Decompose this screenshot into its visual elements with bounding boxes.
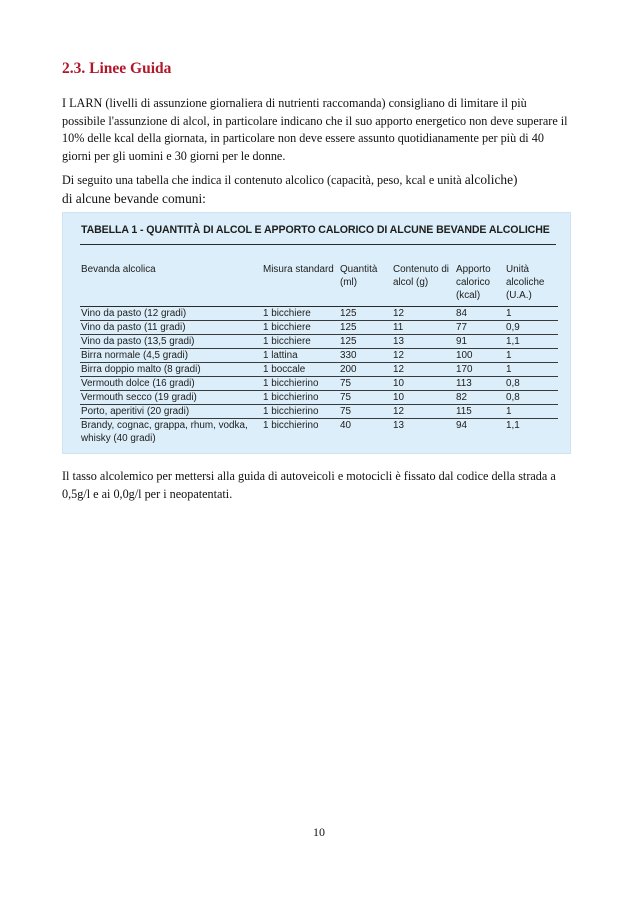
alcohol-table-figure xyxy=(62,212,571,454)
section-heading: 2.3. Linee Guida xyxy=(62,60,172,77)
cell-units: 0,8 xyxy=(506,378,520,389)
cell-calories: 170 xyxy=(456,364,473,375)
table-row xyxy=(80,377,558,391)
cell-calories: 82 xyxy=(456,392,467,403)
cell-alcohol: 11 xyxy=(393,322,404,333)
cell-quantity: 75 xyxy=(340,392,351,403)
cell-measure: 1 bicchiere xyxy=(263,322,311,333)
table-intro-paragraph xyxy=(62,171,572,208)
table-title-rule xyxy=(80,244,556,245)
cell-calories: 84 xyxy=(456,308,467,319)
alcohol-table xyxy=(80,261,558,445)
table-intro-text-b: alcoliche) xyxy=(464,172,518,187)
cell-quantity: 75 xyxy=(340,406,351,417)
cell-units: 1 xyxy=(506,364,512,375)
cell-measure: 1 bicchierino xyxy=(263,392,319,403)
table-row xyxy=(80,391,558,405)
header-calories: Apporto calorico (kcal) xyxy=(456,264,491,301)
cell-alcohol: 12 xyxy=(393,406,404,417)
closing-paragraph: Il tasso alcolemico per mettersi alla guida di autoveicoli e motocicli è fissato dal codice della strada a 0,5g/l e ai 0,0g/l per i neopatentati. xyxy=(62,469,556,501)
cell-measure: 1 boccale xyxy=(263,364,306,375)
header-drink: Bevanda alcolica xyxy=(81,264,156,275)
table-title: TABELLA 1 - QUANTITÀ DI ALCOL E APPORTO CALORICO DI ALCUNE BEVANDE ALCOLICHE xyxy=(81,224,550,236)
cell-alcohol: 10 xyxy=(393,378,404,389)
cell-alcohol: 13 xyxy=(393,336,404,347)
header-units: Unità alcoliche (U.A.) xyxy=(506,264,545,301)
cell-quantity: 330 xyxy=(340,350,357,361)
table-row xyxy=(80,405,558,419)
cell-quantity: 75 xyxy=(340,378,351,389)
cell-drink: Vino da pasto (13,5 gradi) xyxy=(81,336,195,347)
cell-drink: Birra doppio malto (8 gradi) xyxy=(81,364,201,375)
cell-quantity: 40 xyxy=(340,420,351,431)
table-intro-text-c: di alcune bevande comuni: xyxy=(62,190,206,206)
table-header-row xyxy=(80,261,558,307)
cell-alcohol: 10 xyxy=(393,392,404,403)
header-alcohol: Contenuto di alcol (g) xyxy=(393,264,450,288)
cell-calories: 100 xyxy=(456,350,473,361)
cell-calories: 91 xyxy=(456,336,467,347)
cell-drink: Vermouth dolce (16 gradi) xyxy=(81,378,195,389)
intro-paragraph: I LARN (livelli di assunzione giornaliera di nutrienti raccomanda) consigliano di limitare il più possibile l'assunzione di alcol, in particolare indicano che il suo apporto energetico non deve superare il 10% delle kcal della giornata, in particolare non deve essere assunto quotidianamente per più di 40 giorni per gli uomini e 30 giorni per le donne. xyxy=(62,96,568,163)
cell-calories: 77 xyxy=(456,322,467,333)
header-quantity: Quantità (ml) xyxy=(340,264,378,288)
cell-units: 1 xyxy=(506,406,512,417)
table-row xyxy=(80,335,558,349)
table-row xyxy=(80,363,558,377)
cell-calories: 113 xyxy=(456,378,472,389)
cell-drink: Birra normale (4,5 gradi) xyxy=(81,350,189,361)
cell-units: 1,1 xyxy=(506,420,520,431)
cell-alcohol: 13 xyxy=(393,420,404,431)
cell-quantity: 125 xyxy=(340,308,357,319)
cell-drink: Vino da pasto (12 gradi) xyxy=(81,308,187,319)
cell-units: 0,8 xyxy=(506,392,520,403)
cell-measure: 1 bicchierino xyxy=(263,406,319,417)
cell-quantity: 125 xyxy=(340,336,357,347)
cell-alcohol: 12 xyxy=(393,308,404,319)
cell-quantity: 200 xyxy=(340,364,357,375)
cell-measure: 1 bicchiere xyxy=(263,336,311,347)
cell-measure: 1 bicchiere xyxy=(263,308,311,319)
table-row xyxy=(80,419,558,446)
cell-units: 0,9 xyxy=(506,322,520,333)
cell-drink: Vino da pasto (11 gradi) xyxy=(81,322,186,333)
header-measure: Misura standard xyxy=(263,264,334,275)
cell-units: 1 xyxy=(506,350,512,361)
cell-measure: 1 bicchierino xyxy=(263,378,319,389)
table-row xyxy=(80,349,558,363)
cell-calories: 94 xyxy=(456,420,467,431)
page-number: 10 xyxy=(313,825,325,839)
cell-drink: Vermouth secco (19 gradi) xyxy=(81,392,197,403)
table-row xyxy=(80,321,558,335)
cell-units: 1 xyxy=(506,308,512,319)
cell-alcohol: 12 xyxy=(393,364,404,375)
table-intro-text-a: Di seguito una tabella che indica il contenuto alcolico (capacità, peso, kcal e unità xyxy=(62,173,465,187)
cell-drink: Porto, aperitivi (20 gradi) xyxy=(81,406,190,417)
cell-alcohol: 12 xyxy=(393,350,404,361)
cell-measure: 1 lattina xyxy=(263,350,298,361)
cell-quantity: 125 xyxy=(340,322,357,333)
cell-measure: 1 bicchierino xyxy=(263,420,319,431)
table-row xyxy=(80,307,558,321)
cell-calories: 115 xyxy=(456,406,472,417)
cell-units: 1,1 xyxy=(506,336,520,347)
cell-drink: Brandy, cognac, grappa, rhum, vodka, whisky (40 gradi) xyxy=(81,420,248,444)
